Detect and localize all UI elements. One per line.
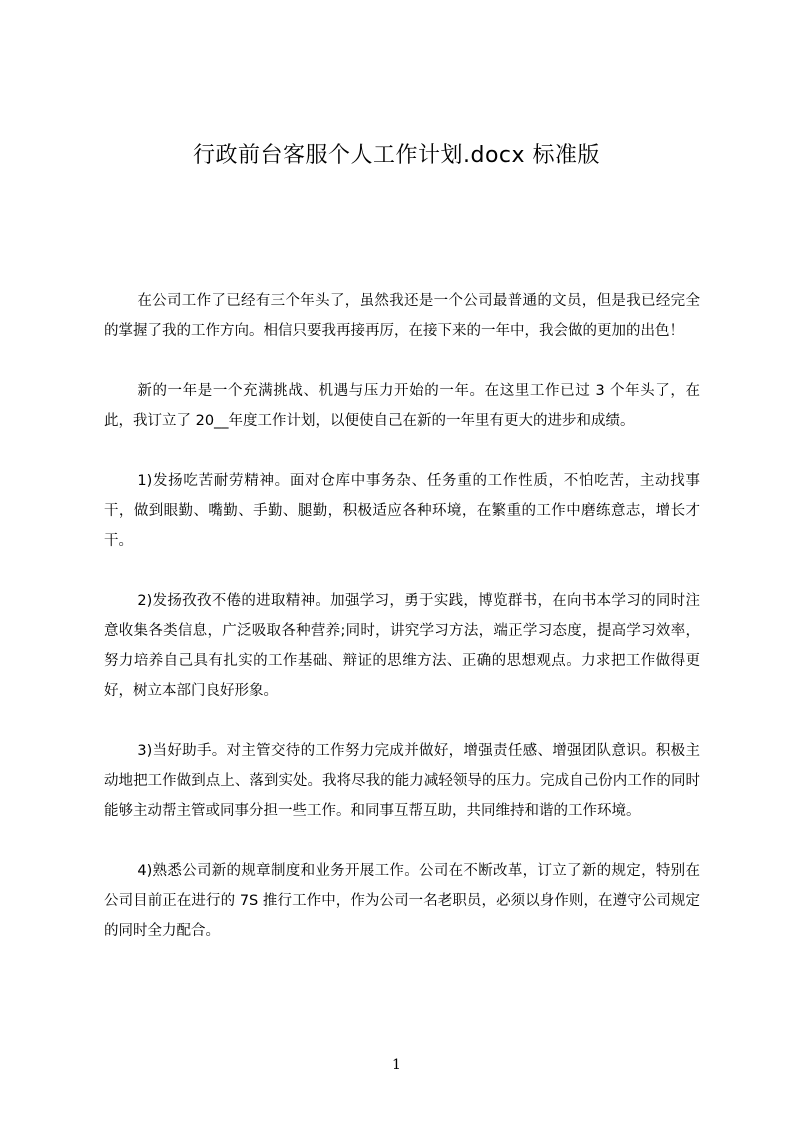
paragraph-plan-overview: 新的一年是一个充满挑战、机遇与压力开始的一年。在这里工作已过 3 个年头了，在此，我订立了 20__年度工作计划，以便使自己在新的一年里有更大的进步和成绩。 xyxy=(104,383,700,429)
document-title: 行政前台客服个人工作计划.docx 标准版 xyxy=(192,143,601,168)
paragraph-item-3: 3)当好助手。对主管交待的工作努力完成并做好，增强责任感、增强团队意识。积极主动地把工作做到点上、落到实处。我将尽我的能力减轻领导的压力。完成自己份内工作的同时能够主动帮主管或同事分担一些工作。和同事互帮互助，共同维持和谐的工作环境。 xyxy=(104,743,700,819)
paragraph-intro: 在公司工作了已经有三个年头了，虽然我还是一个公司最普通的文员，但是我已经完全的掌握了我的工作方向。相信只要我再接再厉，在接下来的一年中，我会做的更加的出色！ xyxy=(104,293,700,339)
document-body xyxy=(104,286,700,946)
page-number: 1 xyxy=(392,1057,401,1073)
paragraph-item-4: 4)熟悉公司新的规章制度和业务开展工作。公司在不断改革，订立了新的规定，特别在公司目前正在进行的 7S 推行工作中，作为公司一名老职员，必须以身作则，在遵守公司规定的同时全力配合。 xyxy=(104,863,700,939)
paragraph-item-2: 2)发扬孜孜不倦的进取精神。加强学习，勇于实践，博览群书，在向书本学习的同时注意收集各类信息，广泛吸取各种营养;同时，讲究学习方法，端正学习态度，提高学习效率，努力培养自己具有扎实的工作基础、辩证的思维方法、正确的思想观点。力求把工作做得更好，树立本部门良好形象。 xyxy=(104,593,700,699)
paragraph-item-1: 1)发扬吃苦耐劳精神。面对仓库中事务杂、任务重的工作性质，不怕吃苦，主动找事干，做到眼勤、嘴勤、手勤、腿勤，积极适应各种环境，在繁重的工作中磨练意志，增长才干。 xyxy=(104,473,700,549)
